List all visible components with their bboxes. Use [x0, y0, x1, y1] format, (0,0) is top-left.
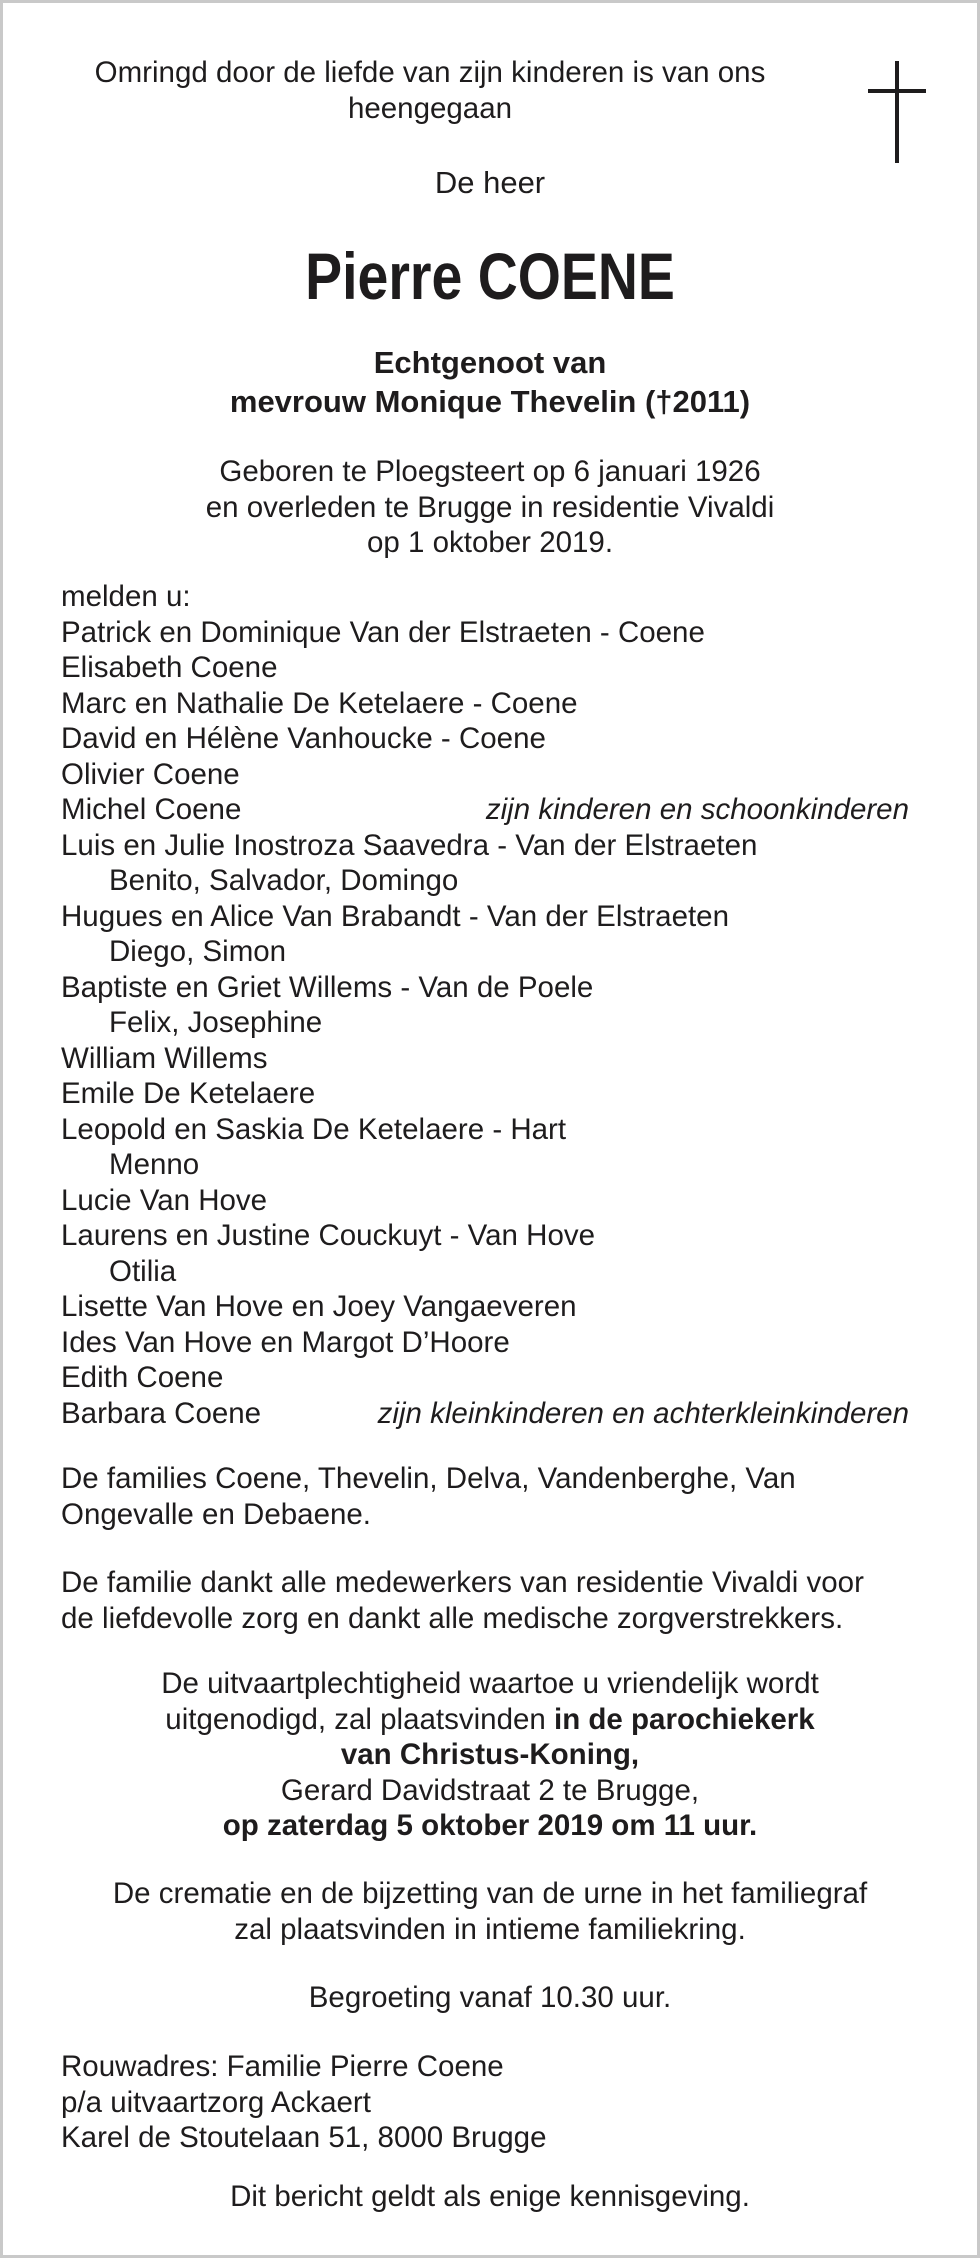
family-row [61, 828, 909, 864]
address-line-3: Karel de Stoutelaan 51, 8000 Brugge [61, 2121, 547, 2154]
family-row [61, 650, 909, 686]
family-member-name: Felix, Josephine [109, 1006, 323, 1039]
cremation-info [3, 1876, 977, 1947]
family-member-name: William Willems [61, 1041, 268, 1075]
family-member-name: Emile De Ketelaere [61, 1077, 316, 1110]
family-member-name: Otilia [109, 1254, 177, 1288]
ceremony-line-1: De uitvaartplechtigheid waartoe u vriendelijk wordt [161, 1667, 819, 1700]
ceremony-line-5: op zaterdag 5 oktober 2019 om 11 uur. [222, 1809, 758, 1842]
cross-icon [868, 61, 926, 163]
deceased-name: Pierre COENE [305, 239, 675, 313]
family-row [61, 757, 909, 793]
family-member-name: Lucie Van Hove [61, 1183, 268, 1217]
family-member-name: Luis en Julie Inostroza Saavedra - Van der Elstraeten [61, 828, 758, 862]
family-member-name: Michel Coene [61, 793, 242, 826]
thanks-line-1: De familie dankt alle medewerkers van residentie Vivaldi voor [61, 1566, 864, 1599]
mourning-address [61, 2049, 917, 2156]
family-row [61, 1147, 909, 1183]
family-member-name: Baptiste en Griet Willems - Van de Poele [61, 970, 594, 1004]
family-row [61, 615, 909, 651]
family-member-name: Hugues en Alice Van Brabandt - Van der Elstraeten [61, 899, 729, 933]
cremation-line-2: zal plaatsvinden in intieme familiekring. [234, 1912, 746, 1946]
family-row [61, 1218, 909, 1254]
family-member-name: Barbara Coene [61, 1396, 262, 1430]
intro-line-1: Omringd door de liefde van zijn kinderen is van ons [94, 56, 766, 89]
family-row [61, 1005, 909, 1041]
family-member-name: Diego, Simon [109, 935, 287, 968]
family-row [61, 1112, 909, 1148]
funeral-ceremony [3, 1666, 977, 1844]
extended-families [61, 1461, 917, 1532]
families-line-2: Ongevalle en Debaene. [61, 1497, 371, 1531]
family-row [61, 934, 909, 970]
ceremony-line-2 [3, 1702, 977, 1738]
family-row [61, 1325, 909, 1361]
greeting-time: Begroeting vanaf 10.30 uur. [308, 1981, 672, 2014]
family-member-name: Laurens en Justine Couckuyt - Van Hove [61, 1219, 596, 1252]
thanks-line-2: de liefdevolle zorg en dankt alle medische zorgverstrekkers. [61, 1601, 844, 1635]
family-relation-label: zijn kinderen en schoonkinderen [485, 793, 909, 826]
address-line-2: p/a uitvaartzorg Ackaert [61, 2085, 371, 2119]
family-row [61, 721, 909, 757]
birth-death-info [3, 454, 977, 561]
family-row [61, 792, 909, 828]
ceremony-line-2-regular: uitgenodigd, zal plaatsvinden [165, 1702, 554, 1736]
family-row [61, 970, 909, 1006]
family-member-name: David en Hélène Vanhoucke - Coene [61, 722, 546, 755]
family-row [61, 1076, 909, 1112]
family-member-name: Menno [109, 1148, 200, 1181]
family-row [61, 1254, 909, 1290]
birth-line-3: op 1 oktober 2019. [366, 526, 614, 559]
family-heading-text: melden u: [61, 580, 191, 613]
family-member-name: Edith Coene [61, 1361, 224, 1394]
family-member-name: Marc en Nathalie De Ketelaere - Coene [61, 686, 578, 720]
family-heading [61, 579, 909, 615]
thanks-text [61, 1565, 937, 1636]
spouse-line-1: Echtgenoot van [373, 345, 607, 380]
ceremony-line-2-bold: in de parochiekerk [554, 1702, 815, 1736]
family-row [61, 1183, 909, 1219]
intro-text [73, 55, 787, 126]
birth-line-2: en overleden te Brugge in residentie Vivaldi [205, 490, 775, 524]
birth-line-1: Geboren te Ploegsteert op 6 januari 1926 [219, 455, 761, 488]
family-member-name: Benito, Salvador, Domingo [109, 864, 459, 897]
family-member-name: Elisabeth Coene [61, 651, 278, 684]
family-relation-label: zijn kleinkinderen en achterkleinkinderen [377, 1396, 909, 1430]
family-member-name: Leopold en Saskia De Ketelaere - Hart [61, 1112, 567, 1146]
cremation-line-1: De crematie en de bijzetting van de urne in het familiegraf [112, 1877, 868, 1910]
family-row [61, 1360, 909, 1396]
family-member-name: Olivier Coene [61, 757, 240, 791]
honorific-title: De heer [434, 165, 546, 200]
family-row [61, 1041, 909, 1077]
family-member-name: Lisette Van Hove en Joey Vangaeveren [61, 1290, 577, 1323]
ceremony-line-3: van Christus-Koning, [340, 1738, 640, 1771]
ceremony-line-4: Gerard Davidstraat 2 te Brugge, [280, 1773, 700, 1807]
notice-text: Dit bericht geldt als enige kennisgeving. [230, 2180, 750, 2213]
family-member-name: Ides Van Hove en Margot D’Hoore [61, 1325, 510, 1359]
spouse-line-2: mevrouw Monique Thevelin (†2011) [229, 384, 751, 419]
family-row [61, 686, 909, 722]
family-row [61, 1289, 909, 1325]
families-line-1: De families Coene, Thevelin, Delva, Vandenberghe, Van [61, 1462, 796, 1495]
intro-line-2: heengegaan [347, 91, 513, 125]
spouse-info [3, 343, 977, 421]
family-row [61, 899, 909, 935]
family-member-name: Patrick en Dominique Van der Elstraeten - Coene [61, 615, 705, 649]
family-row [61, 1396, 909, 1432]
address-line-1: Rouwadres: Familie Pierre Coene [61, 2050, 504, 2083]
family-row [61, 863, 909, 899]
family-list [61, 579, 909, 1431]
